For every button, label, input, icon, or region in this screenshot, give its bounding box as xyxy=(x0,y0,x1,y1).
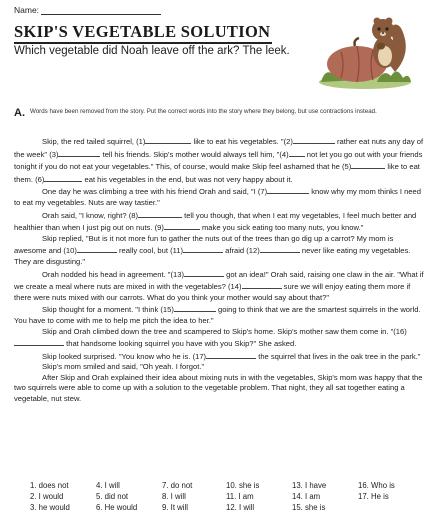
answer-blank[interactable] xyxy=(183,244,223,253)
word-bank-item: 17. He is xyxy=(358,492,389,501)
story-text-run: Skip's mom smiled and said, "Oh yeah. I forgot." xyxy=(42,362,205,372)
blank-number: (17) xyxy=(192,351,207,361)
name-line[interactable] xyxy=(41,5,161,15)
answer-blank[interactable] xyxy=(260,244,300,253)
worksheet-title: SKIP'S VEGETABLE SOLUTION xyxy=(14,22,271,41)
story-text-run: not let you go out with your friends tonight if you do not eat your vegetables." This, of course, would make Skip feel ashamed that he xyxy=(14,149,423,172)
story-text-run: going to think that we are the smartest squirrels in the world. You have to come with me to help me pitch the idea to her." xyxy=(14,305,421,325)
word-bank-column xyxy=(96,480,137,513)
word-bank-item: 4. I will xyxy=(96,481,120,490)
word-bank-column xyxy=(358,480,395,502)
blank-number: (11) xyxy=(170,246,184,256)
story-text-run: really cool, but xyxy=(116,246,171,256)
story-text-run: Orah said, "I know, right? xyxy=(42,210,129,220)
story-text-run: like to eat them. xyxy=(14,162,420,184)
story-paragraph xyxy=(14,268,424,304)
answer-blank[interactable] xyxy=(44,173,82,182)
story-text-run: Orah nodded his head in agreement. " xyxy=(42,269,171,279)
story-paragraph xyxy=(14,350,424,363)
story-text-run: rather eat nuts any day of the week" xyxy=(14,137,424,159)
blank-number: (5) xyxy=(342,162,352,172)
story-text-run: tell his friends. Skip's mother would always tell him, " xyxy=(100,149,280,159)
story-text-run: One day he was climbing a tree with his friend Orah and said, "I xyxy=(42,187,258,197)
blank-number: (15) xyxy=(160,305,174,315)
story-text-run: Skip replied, "But is it not more fun to gather the nuts out of the trees than go dig up a carrot? My mom is awesome and xyxy=(14,233,394,256)
answer-blank[interactable] xyxy=(58,148,100,157)
story-text xyxy=(14,135,424,405)
squirrel-with-pumpkin-icon xyxy=(315,2,415,90)
story-text-run: that handsome looking squirrel you have with you Skip?" She asked. xyxy=(64,339,297,349)
answer-blank[interactable] xyxy=(174,303,216,312)
word-bank-item: 10. she is xyxy=(226,481,260,490)
answer-blank[interactable] xyxy=(184,268,224,277)
word-bank-item: 15. she is xyxy=(292,503,326,512)
story-text-run: the squirrel that lives in the oak tree in the park." xyxy=(256,351,421,361)
story-text-run: like to eat his vegetables. " xyxy=(191,137,284,146)
blank-number: (2) xyxy=(283,137,293,146)
blank-number: (13) xyxy=(170,269,185,279)
story-text-run: After Skip and Orah explained their idea about mixing nuts in with the vegetables, Skip's mom was happy that the two squirrels were able to come up with a solution to the vegetable problem. That night, they all sat together eating a vegetable, nut stew. xyxy=(14,372,423,404)
story-text-run: know why my mom thinks I need to eat my vegetables. Nuts are way tastier." xyxy=(14,187,421,207)
story-paragraph xyxy=(14,362,424,373)
answer-blank[interactable] xyxy=(206,350,256,359)
blank-number: (14) xyxy=(228,282,242,292)
word-bank-column xyxy=(292,480,326,513)
story-text-run: eat his vegetables in the end, but was not very happy about it. xyxy=(82,174,293,184)
story-text-run: Skip thought for a moment. "I think xyxy=(42,305,161,315)
word-bank-item: 5. did not xyxy=(96,492,129,501)
story-text-run: make you sick eating too many nuts, you know." xyxy=(199,223,364,233)
name-label: Name: xyxy=(14,5,40,15)
word-bank-item: 13. I have xyxy=(292,481,327,490)
word-bank-column xyxy=(226,480,259,513)
answer-blank[interactable] xyxy=(289,148,305,157)
answer-blank[interactable] xyxy=(14,337,64,346)
blank-number: (7) xyxy=(257,187,268,197)
blank-number: (10) xyxy=(63,246,77,256)
word-bank-item: 9. It will xyxy=(162,503,188,512)
story-paragraph xyxy=(14,303,424,326)
word-bank-item: 6. He would xyxy=(96,503,138,512)
story-paragraph xyxy=(14,135,424,185)
story-text-run: never like eating my vegetables. They are disgusting." xyxy=(14,246,411,266)
story-text-run: sure we will enjoy eating them more if there were nuts mixed with our carrots. What do you think your mother would say about that?" xyxy=(14,282,411,302)
instructions-text: Words have been removed from the story. Put the correct words into the story where they belong, but use contractions instead. xyxy=(30,108,377,115)
word-bank-item: 2. I would xyxy=(30,492,64,501)
blank-number: (9) xyxy=(154,223,164,233)
name-field[interactable] xyxy=(14,5,161,15)
word-bank-item: 7. do not xyxy=(162,481,193,490)
story-text-run: Skip and Orah climbed down the tree and scampered to Skip's home. Skip's mother saw them come in. " xyxy=(42,326,394,336)
section-letter: A. xyxy=(14,107,25,119)
word-bank-item: 16. Who is xyxy=(358,481,395,490)
word-bank-item: 11. I am xyxy=(226,492,254,501)
blank-number: (3) xyxy=(49,149,59,159)
story-paragraph xyxy=(14,327,424,350)
answer-blank[interactable] xyxy=(138,209,182,218)
word-bank-item: 3. he would xyxy=(30,503,70,512)
word-bank-item: 14. I am xyxy=(292,492,321,501)
story-text-run: tell you though, that when I eat my vegetables, I feel much better and healthier than when I just pig out on nuts. xyxy=(14,210,417,233)
blank-number: (6) xyxy=(35,174,45,184)
answer-blank[interactable] xyxy=(77,244,117,253)
answer-blank[interactable] xyxy=(242,280,282,289)
blank-number: (12) xyxy=(246,246,260,256)
answer-blank[interactable] xyxy=(351,160,385,169)
answer-blank[interactable] xyxy=(267,185,309,194)
answer-blank[interactable] xyxy=(145,135,191,144)
blank-number: (4) xyxy=(279,149,289,159)
story-paragraph xyxy=(14,209,424,234)
word-bank-item: 8. I will xyxy=(162,492,186,501)
answer-blank[interactable] xyxy=(164,221,200,230)
answer-blank[interactable] xyxy=(293,135,335,144)
blank-number: (1) xyxy=(136,137,146,146)
story-text-run: Skip, the red tailed squirrel, xyxy=(42,137,137,146)
story-text-run: afraid xyxy=(223,246,247,256)
story-paragraph xyxy=(14,234,424,268)
blank-number: (16) xyxy=(393,326,407,336)
word-bank-column xyxy=(30,480,70,513)
story-text-run: got an idea!" Orah said, raising one claw in the air. "What if we create a meal where nuts are mixed in with the vegetables? xyxy=(14,269,424,292)
word-bank-item: 12. I will xyxy=(226,503,255,512)
riddle-question: Which vegetable did Noah leave off the ark? The leek. xyxy=(14,45,290,57)
story-paragraph xyxy=(14,373,424,405)
word-bank-item: 1. does not xyxy=(30,481,69,490)
story-text-run: Skip looked surprised. "You know who he is. xyxy=(42,351,193,361)
blank-number: (8) xyxy=(128,210,138,220)
word-bank-column xyxy=(162,480,192,513)
story-paragraph xyxy=(14,185,424,208)
